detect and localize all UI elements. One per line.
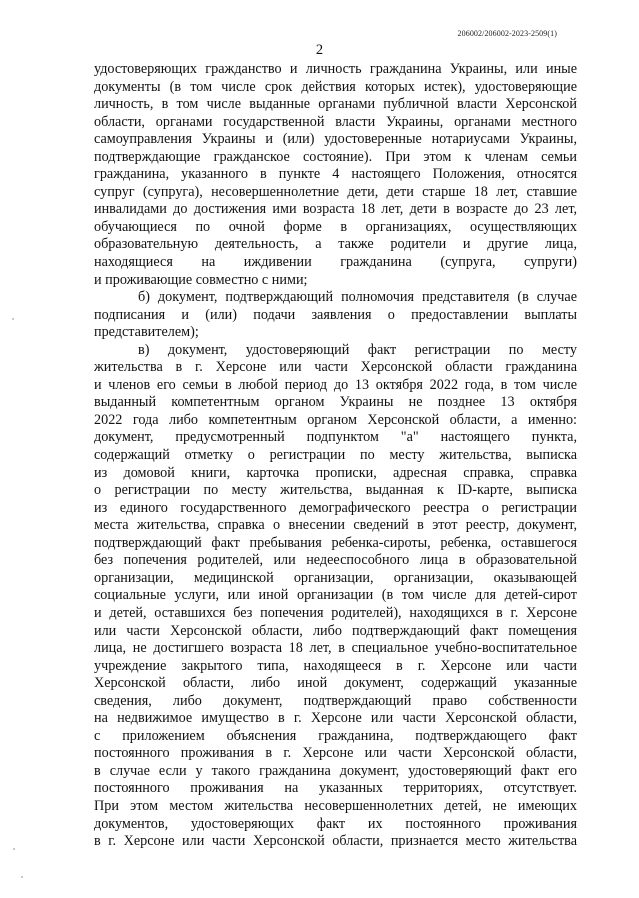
text-line: удостоверяющих гражданство и личность гражданина Украины, или иные	[94, 61, 577, 77]
document-id: 206002/206002-2023-2509(1)	[457, 29, 557, 38]
text-line: подтверждающий факт пребывания ребенка-сироты, ребенка, оставшегося	[94, 534, 577, 551]
text-line: социальные услуги, или иной организации (в том числе для детей-сирот	[94, 587, 577, 604]
text-line: 2022 года либо компетентным органом Херсонской области, а именно:	[94, 411, 577, 428]
text-line: При этом местом жительства несовершеннолетних детей, не имеющих	[94, 797, 577, 814]
text-line: представителем);	[94, 324, 199, 341]
text-line: с приложением объяснения гражданина, подтверждающего факт	[94, 727, 577, 744]
text-line: постоянного проживания в г. Херсоне или части Херсонской области,	[94, 745, 577, 762]
text-line: находящиеся на иждивении гражданина (супруга, супруги)	[94, 254, 577, 271]
page-number: 2	[315, 42, 324, 58]
text-line: личность, в том числе выданные органами публичной власти Херсонской	[94, 96, 577, 113]
text-line: организации, медицинской организации, организации, оказывающей	[94, 569, 577, 586]
scan-speck	[12, 318, 14, 320]
text-line: документов, удостоверяющих факт их постоянного проживания	[94, 815, 577, 832]
text-line: из единого государственного демографического реестра о регистрации	[94, 499, 577, 516]
text-line: и проживающие совместно с ними;	[94, 271, 308, 288]
text-line: постоянного проживания на указанных территориях, отсутствует.	[94, 780, 577, 797]
text-line: в) документ, удостоверяющий факт регистрации по месту	[138, 341, 577, 358]
text-line: или части Херсонской области, либо подтверждающий факт помещения	[94, 622, 577, 639]
text-line: содержащий отметку о регистрации по месту жительства, выписка	[94, 447, 577, 464]
text-line: подтверждающие гражданское состояние). При этом к членам семьи	[94, 148, 577, 165]
text-line: на недвижимое имущество в г. Херсоне или части Херсонской области,	[94, 710, 577, 727]
text-line: подписания и (или) подачи заявления о предоставлении выплаты	[94, 306, 577, 323]
text-line: из домовой книги, карточка прописки, адресная справка, справка	[94, 464, 577, 481]
text-line: документы (в том числе срок действия которых истек), удостоверяющие	[94, 78, 577, 95]
body-text	[94, 61, 577, 851]
text-line: жительства в г. Херсоне или части Херсонской области гражданина	[94, 359, 577, 376]
text-line: б) документ, подтверждающий полномочия представителя (в случае	[138, 289, 577, 306]
text-line: в случае если у такого гражданина документ, удостоверяющий факт его	[94, 762, 577, 779]
text-line: инвалидами до достижения ими возраста 18 лет, дети в возрасте до 23 лет,	[94, 201, 577, 218]
text-line: образовательную деятельность, а также родители и другие лица,	[94, 236, 577, 253]
text-line: гражданина, указанного в пункте 4 настоящего Положения, относятся	[94, 166, 577, 183]
text-line: выданный компетентным органом Украины не позднее 13 октября	[94, 394, 577, 411]
scan-speck	[21, 876, 23, 878]
scan-speck	[13, 848, 15, 850]
text-line: учреждение закрытого типа, находящееся в г. Херсоне или части	[94, 657, 577, 674]
text-line: документ, предусмотренный подпунктом "а" настоящего пункта,	[94, 429, 577, 446]
text-line: без попечения родителей, или недееспособного лица в образовательной	[94, 552, 577, 569]
text-line: и членов его семьи в любой период до 13 октября 2022 года, в том числе	[94, 376, 577, 393]
text-line: в г. Херсоне или части Херсонской области, признается место жительства	[94, 833, 577, 850]
text-line: супруг (супруга), несовершеннолетние дети, дети старше 18 лет, ставшие	[94, 183, 577, 200]
text-line: обучающиеся по очной форме в организациях, осуществляющих	[94, 218, 577, 235]
text-line: области, органами государственной власти Украины, органами местного	[94, 113, 577, 130]
text-line: Херсонской области, либо иной документ, содержащий указанные	[94, 675, 577, 692]
text-line: лица, не достигшего возраста 18 лет, в специальное учебно-воспитательное	[94, 640, 577, 657]
text-line: и детей, оставшихся без попечения родителей), находящихся в г. Херсоне	[94, 604, 577, 621]
text-line: о регистрации по месту жительства, выданная к ID-карте, выписка	[94, 482, 577, 499]
text-line: самоуправления Украины и (или) удостоверенные нотариусами Украины,	[94, 131, 577, 148]
text-line: сведения, либо документ, подтверждающий право собственности	[94, 692, 577, 709]
text-line: места жительства, справка о внесении сведений в этот реестр, документ,	[94, 517, 577, 534]
